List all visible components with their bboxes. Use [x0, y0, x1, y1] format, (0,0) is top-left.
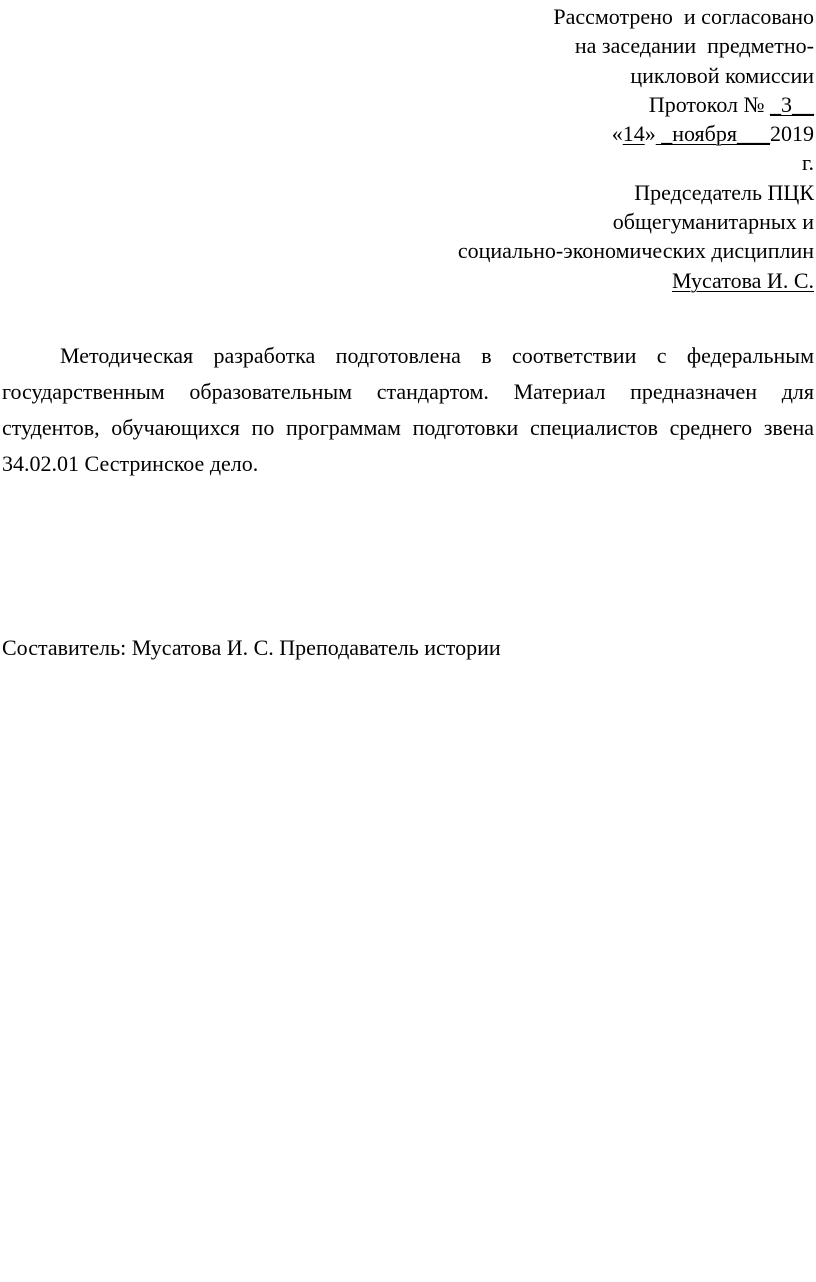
approval-line-1: Рассмотрено и согласовано: [553, 4, 814, 29]
protocol-prefix: Протокол №: [648, 91, 770, 117]
date-close-quote: »: [644, 121, 656, 147]
date-year: 2019: [770, 121, 814, 147]
body-paragraph: Методическая разработка подготовлена в соответствии с федеральным государственным образовательным стандартом. Материал предназначен для студентов, обучающихся по программам подготовки специалистов среднего звена 34.02.01 Сестринское дело.: [2, 343, 814, 476]
date-month: _ноября___: [655, 121, 770, 147]
date-open-quote: «: [611, 121, 623, 147]
chair-line-3: социально-экономических дисциплин: [457, 238, 814, 264]
approval-block: [374, 2, 814, 295]
date-day: 14: [622, 121, 645, 147]
date-line: [374, 119, 814, 148]
protocol-number: _3__: [770, 91, 814, 117]
year-suffix: г.: [801, 150, 814, 176]
approval-line-3: цикловой комиссии: [630, 62, 814, 88]
approval-line-2: на заседании предметно-: [574, 33, 814, 59]
chair-name-line: [374, 266, 814, 295]
protocol-line: [374, 90, 814, 119]
chair-name: Мусатова И. С.: [672, 267, 814, 293]
compiler-line: Составитель: Мусатова И. С. Преподаватель истории: [2, 635, 501, 660]
chair-line-2: общегуманитарных и: [612, 209, 814, 235]
chair-line-1: Председатель ПЦК: [634, 179, 814, 205]
